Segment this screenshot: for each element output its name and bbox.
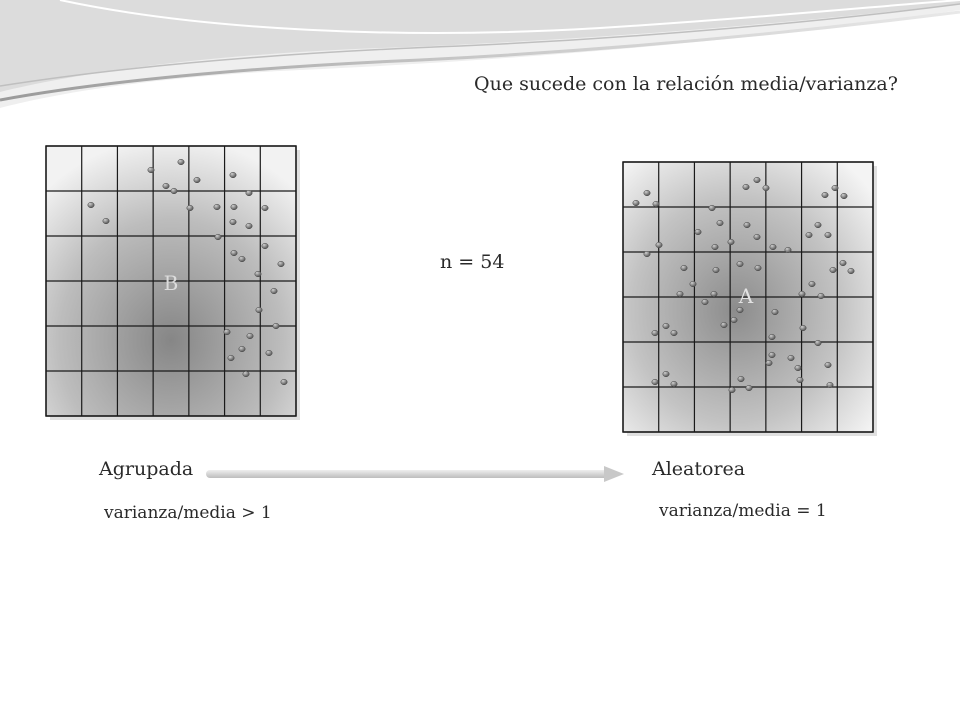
point-random: [656, 242, 662, 248]
point-random: [830, 267, 836, 273]
point-random: [746, 385, 752, 391]
point-random: [744, 222, 750, 228]
point-clustered: [243, 371, 249, 377]
point-clustered: [187, 205, 193, 211]
point-random: [848, 268, 854, 274]
point-random: [671, 381, 677, 387]
point-random: [841, 193, 847, 199]
point-random: [827, 382, 833, 388]
point-clustered: [239, 256, 245, 262]
point-random: [755, 265, 761, 271]
slide-title: Que sucede con la relación media/varianza?: [474, 73, 898, 95]
point-clustered: [247, 333, 253, 339]
point-random: [644, 251, 650, 257]
point-random: [763, 185, 769, 191]
panel-random: [623, 162, 877, 436]
point-random: [729, 387, 735, 393]
point-clustered: [215, 234, 221, 240]
ratio-label-random: varianza/media = 1: [659, 501, 827, 521]
point-random: [832, 185, 838, 191]
point-random: [728, 239, 734, 245]
point-random: [825, 362, 831, 368]
point-random: [806, 232, 812, 238]
point-random: [652, 330, 658, 336]
point-random: [702, 299, 708, 305]
point-clustered: [266, 350, 272, 356]
point-random: [695, 229, 701, 235]
point-clustered: [281, 379, 287, 385]
point-clustered: [214, 204, 220, 210]
point-random: [797, 377, 803, 383]
point-random: [633, 200, 639, 206]
point-random: [743, 184, 749, 190]
pattern-label-clustered: Agrupada: [99, 458, 194, 480]
point-random: [713, 267, 719, 273]
ratio-label-clustered: varianza/media > 1: [104, 503, 272, 523]
point-random: [644, 190, 650, 196]
panel-letter-a: A: [738, 284, 754, 308]
point-clustered: [178, 159, 184, 165]
point-random: [772, 309, 778, 315]
point-clustered: [239, 346, 245, 352]
point-random: [711, 291, 717, 297]
point-clustered: [262, 205, 268, 211]
point-clustered: [163, 183, 169, 189]
point-random: [822, 192, 828, 198]
point-random: [663, 323, 669, 329]
point-random: [770, 244, 776, 250]
point-random: [731, 317, 737, 323]
point-random: [671, 330, 677, 336]
point-clustered: [262, 243, 268, 249]
point-clustered: [273, 323, 279, 329]
point-clustered: [231, 204, 237, 210]
point-random: [769, 352, 775, 358]
point-clustered: [278, 261, 284, 267]
point-random: [809, 281, 815, 287]
point-random: [712, 244, 718, 250]
point-clustered: [224, 329, 230, 335]
point-random: [766, 360, 772, 366]
point-random: [788, 355, 794, 361]
point-random: [677, 291, 683, 297]
point-random: [681, 265, 687, 271]
point-clustered: [246, 223, 252, 229]
point-random: [652, 379, 658, 385]
point-clustered: [231, 250, 237, 256]
point-clustered: [171, 188, 177, 194]
point-clustered: [246, 190, 252, 196]
point-random: [737, 307, 743, 313]
point-clustered: [88, 202, 94, 208]
point-random: [738, 376, 744, 382]
point-clustered: [255, 271, 261, 277]
point-clustered: [256, 307, 262, 313]
point-random: [815, 222, 821, 228]
point-clustered: [194, 177, 200, 183]
panel-clustered: [46, 146, 300, 420]
point-random: [785, 247, 791, 253]
transition-arrow: [206, 466, 624, 482]
pattern-label-random: Aleatorea: [652, 458, 746, 480]
point-clustered: [271, 288, 277, 294]
point-clustered: [103, 218, 109, 224]
point-random: [663, 371, 669, 377]
point-random: [754, 177, 760, 183]
point-random: [737, 261, 743, 267]
point-random: [799, 291, 805, 297]
point-clustered: [230, 219, 236, 225]
point-random: [690, 281, 696, 287]
point-random: [840, 260, 846, 266]
point-random: [754, 234, 760, 240]
panel-letter-b: B: [163, 271, 179, 295]
point-random: [769, 334, 775, 340]
point-random: [709, 205, 715, 211]
point-random: [825, 232, 831, 238]
point-random: [795, 365, 801, 371]
point-random: [800, 325, 806, 331]
point-random: [717, 220, 723, 226]
point-random: [815, 340, 821, 346]
point-random: [653, 201, 659, 207]
sample-size-label: n = 54: [440, 251, 505, 273]
point-random: [818, 293, 824, 299]
point-clustered: [148, 167, 154, 173]
point-clustered: [230, 172, 236, 178]
point-random: [721, 322, 727, 328]
point-clustered: [228, 355, 234, 361]
